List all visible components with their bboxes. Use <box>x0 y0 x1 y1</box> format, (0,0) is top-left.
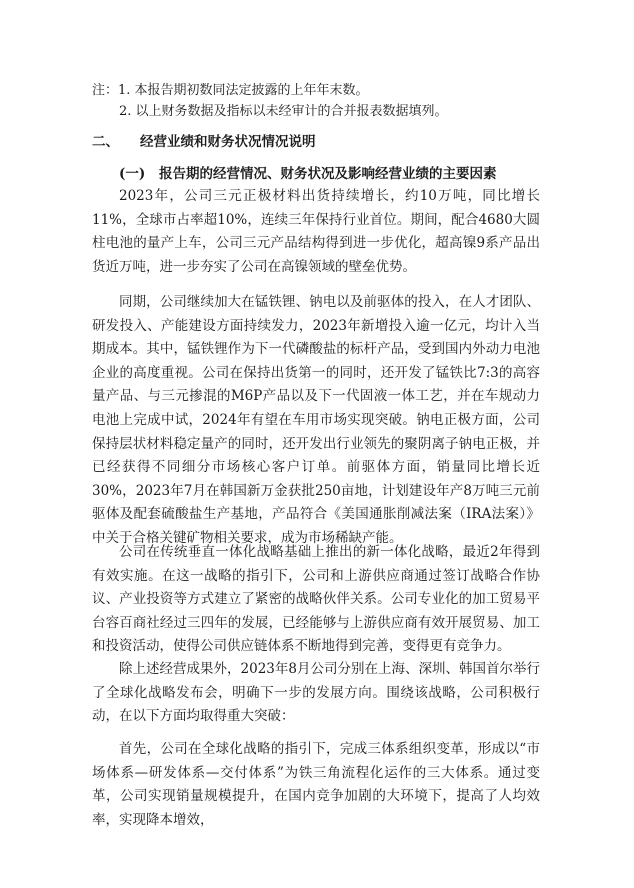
section-heading <box>92 133 316 151</box>
paragraph-block <box>92 658 540 729</box>
section-number: 二、 <box>92 134 119 150</box>
paragraph-block <box>92 185 540 279</box>
paragraph-2: 同期，公司继续加大在锰铁锂、钠电以及前驱体的投入，在人才团队、研发投入、产能建设方面持续发力，2023年新增投入逾一亿元，均计入当期成本。其中，锰铁锂作为下一代磷酸盐的标杆产品，受到国内外动力电池企业的高度重视。公司在保持出货第一的同时，还开发了锰铁比7:3的高容量产品、与三元掺混的M6P产品以及下一代固液一体工艺，并在车规动力电池上完成中试，2024年有望在车用市场实现突破。钠电正极方面，公司保持层状材料稳定量产的同时，还开发出行业领先的聚阴离子钠电正极，并已经获得不同细分市场核心客户订单。前驱体方面，销量同比增长近30%，2023年7月在韩国新万金获批250亩地，计划建设年产8万吨三元前驱体及配套硫酸盐生产基地，产品符合《美国通胀削减法案（IRA法案）》中关于合格关键矿物相关要求，成为市场稀缺产能。 <box>92 294 540 546</box>
footnote-2: 2. 以上财务数据及指标以未经审计的合并报表数据填列。 <box>119 104 448 119</box>
paragraph-3: 公司在传统垂直一体化战略基础上推出的新一体化战略，最近2年得到有效实施。在这一战略的指引下，公司和上游供应商通过签订战略合作协议、产业投资等方式建立了紧密的战略伙伴关系。公司专业化的加工贸易平台容百商社经过三四年的发展，已经能够与上游供应商有效开展贸易、加工和投资活动，使得公司供应链体系不断地得到完善，变得更有竞争力。 <box>92 544 540 655</box>
subsection-title: 报告期的经营情况、财务状况及影响经营业绩的主要因素 <box>159 166 497 182</box>
paragraph-1: 2023年，公司三元正极材料出货持续增长，约10万吨，同比增长11%，全球市占率超10%，连续三年保持行业首位。期间，配合4680大圆柱电池的量产上车，公司三元产品结构得到进一步优化，超高镍9系产品出货近万吨，进一步夯实了公司在高镍领域的壁垒优势。 <box>92 188 540 275</box>
paragraph-block <box>92 541 540 659</box>
paragraph-block <box>92 738 540 832</box>
paragraph-block <box>92 291 540 551</box>
section-title: 经营业绩和财务状况情况说明 <box>140 134 316 150</box>
subsection-heading <box>119 165 497 183</box>
paragraph-4: 除上述经营成果外，2023年8月公司分别在上海、深圳、韩国首尔举行了全球化战略发布会，明确下一步的发展方向。围绕该战略，公司积极行动，在以下方面均取得重大突破： <box>92 661 540 725</box>
footnote-1: 注：1. 本报告期初数同法定披露的上年年末数。 <box>92 83 369 98</box>
subsection-number: (一) <box>119 166 146 182</box>
paragraph-5: 首先，公司在全球化战略的指引下，完成三体系组织变革，形成以“市场体系—研发体系—交付体系”为铁三角流程化运作的三大体系。通过变革，公司实现销量规模提升，在国内竞争加剧的大环境下，提高了人均效率，实现降本增效， <box>92 741 540 828</box>
